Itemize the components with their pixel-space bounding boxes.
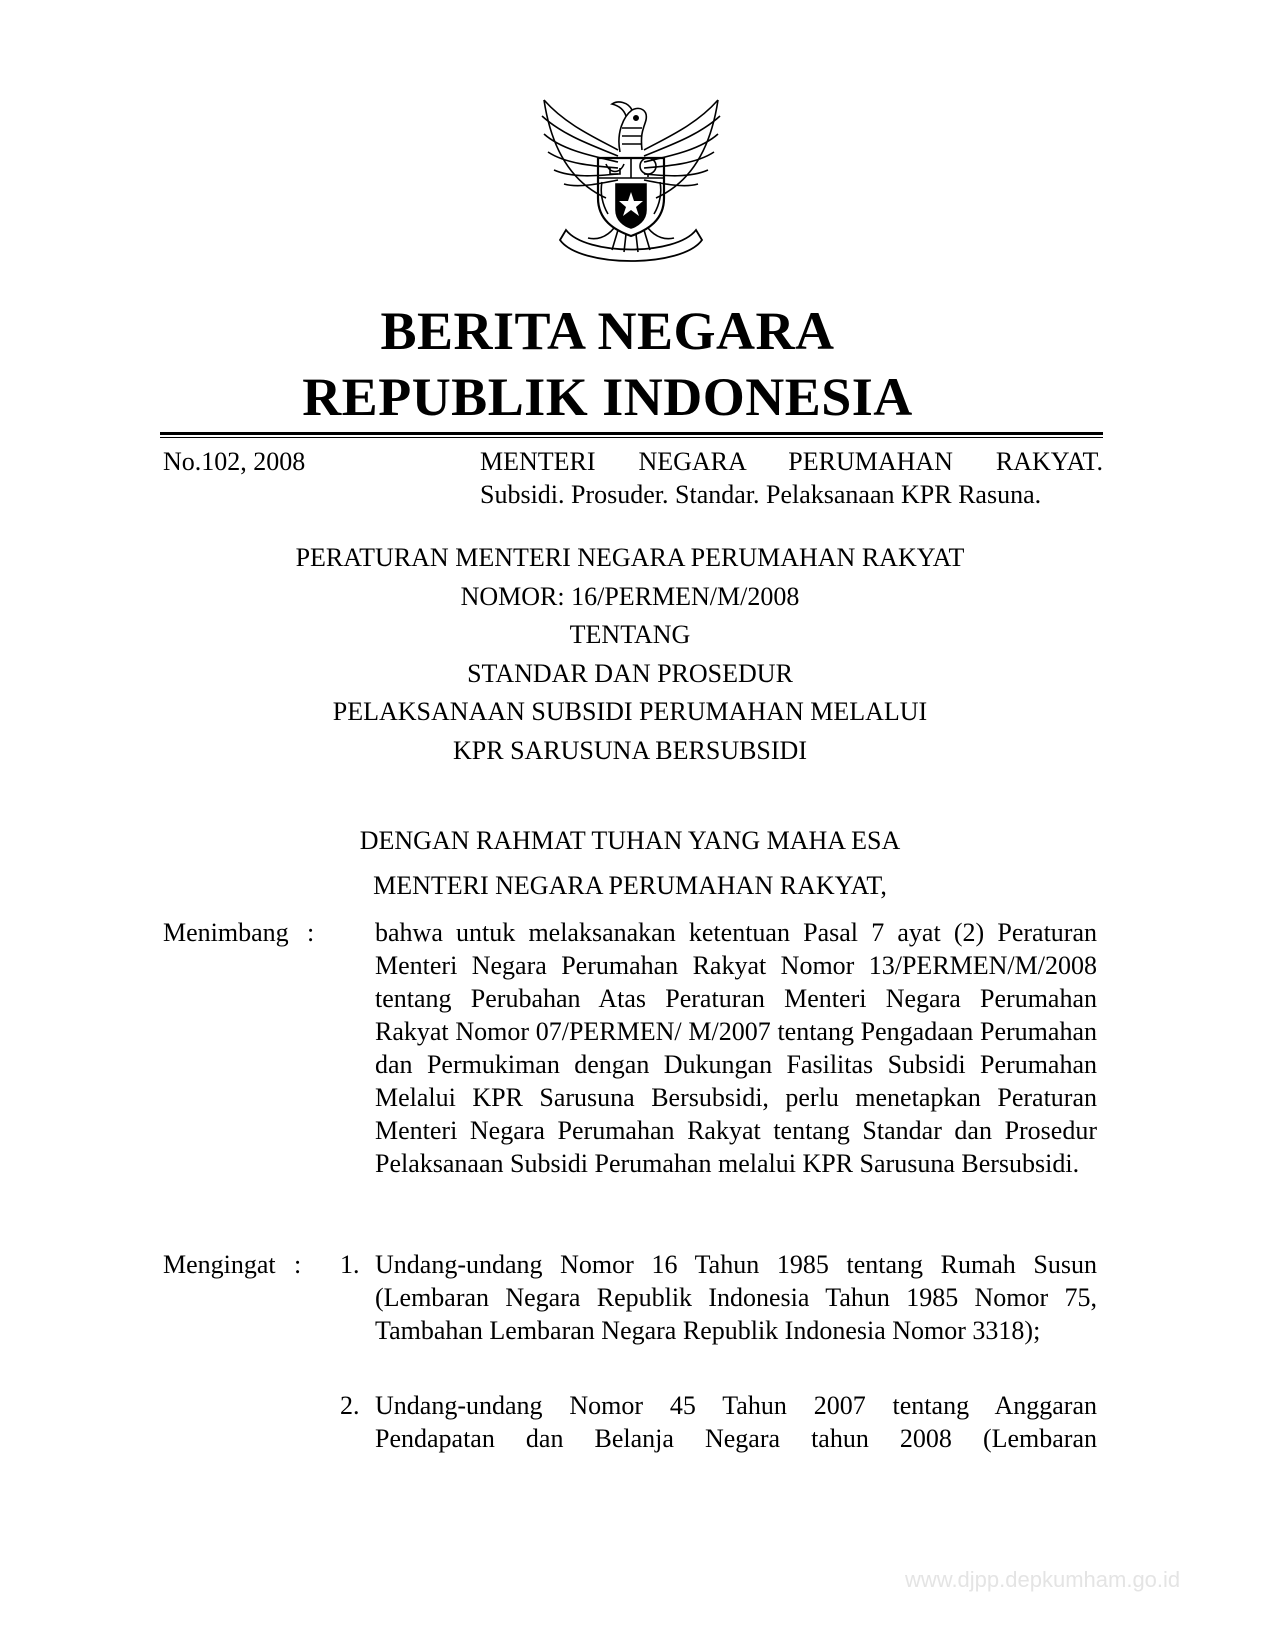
- recalling-colon: :: [294, 1250, 302, 1279]
- issue-topic: MENTERI NEGARA PERUMAHAN RAKYAT.: [480, 447, 1103, 476]
- opening-formula: [0, 818, 1260, 908]
- regulation-type: PERATURAN MENTERI NEGARA PERUMAHAN RAKYAT: [295, 543, 965, 572]
- regulation-heading: [0, 539, 1260, 770]
- garuda-emblem-icon: [536, 80, 726, 270]
- recalling-item-2-number: 2.: [340, 1391, 360, 1420]
- regulation-number: NOMOR: 16/PERMEN/M/2008: [460, 581, 800, 611]
- regulation-subject-line3: KPR SARUSUNA BERSUBSIDI: [453, 735, 807, 765]
- masthead-rule-thin: [160, 437, 1103, 438]
- site-watermark: www.djpp.depkumham.go.id: [905, 1567, 1181, 1592]
- considering-colon: :: [307, 918, 315, 947]
- regulation-subject-line1: STANDAR DAN PROSEDUR: [467, 658, 793, 688]
- masthead-title-line2: REPUBLIK INDONESIA: [302, 367, 913, 427]
- opening-line2: MENTERI NEGARA PERUMAHAN RAKYAT,: [373, 871, 887, 900]
- issue-subtopic: Subsidi. Prosuder. Standar. Pelaksanaan KPR Rasuna.: [480, 480, 1042, 509]
- recalling-label: Mengingat: [163, 1250, 276, 1279]
- recalling-item-1-text: Undang-undang Nomor 16 Tahun 1985 tentang Rumah Susun (Lembaran Negara Republik Indonesia Tahun 1985 Nomor 75, Tambahan Lembaran Negara Republik Indonesia Nomor 3318);: [375, 1250, 1097, 1345]
- considering-label: Menimbang: [163, 918, 289, 947]
- masthead-rule-thick: [160, 432, 1103, 435]
- masthead-title-line1: BERITA NEGARA: [380, 301, 835, 361]
- issue-number: No.102, 2008: [163, 447, 306, 476]
- recalling-item-1-number: 1.: [340, 1250, 360, 1279]
- opening-line1: DENGAN RAHMAT TUHAN YANG MAHA ESA: [359, 826, 901, 855]
- regulation-about: TENTANG: [569, 620, 691, 649]
- considering-text: bahwa untuk melaksanakan ketentuan Pasal 7 ayat (2) Peraturan Menteri Negara Perumahan Rakyat Nomor 13/PERMEN/M/2008 tentang Perubahan Atas Peraturan Menteri Negara Perumahan Rakyat Nomor 07/PERMEN/ M/2007 tentang Pengadaan Perumahan dan Permukiman dengan Dukungan Fasilitas Subsidi Perumahan Melalui KPR Sarusuna Bersubsidi, perlu menetapkan Peraturan Menteri Negara Perumahan Rakyat tentang Standar dan Prosedur Pelaksanaan Subsidi Perumahan melalui KPR Sarusuna Bersubsidi.: [375, 918, 1097, 1178]
- regulation-subject-line2: PELAKSANAAN SUBSIDI PERUMAHAN MELALUI: [332, 697, 928, 726]
- recalling-item-2-text: Undang-undang Nomor 45 Tahun 2007 tentang Anggaran Pendapatan dan Belanja Negara tahun 2008 (Lembaran: [375, 1391, 1097, 1453]
